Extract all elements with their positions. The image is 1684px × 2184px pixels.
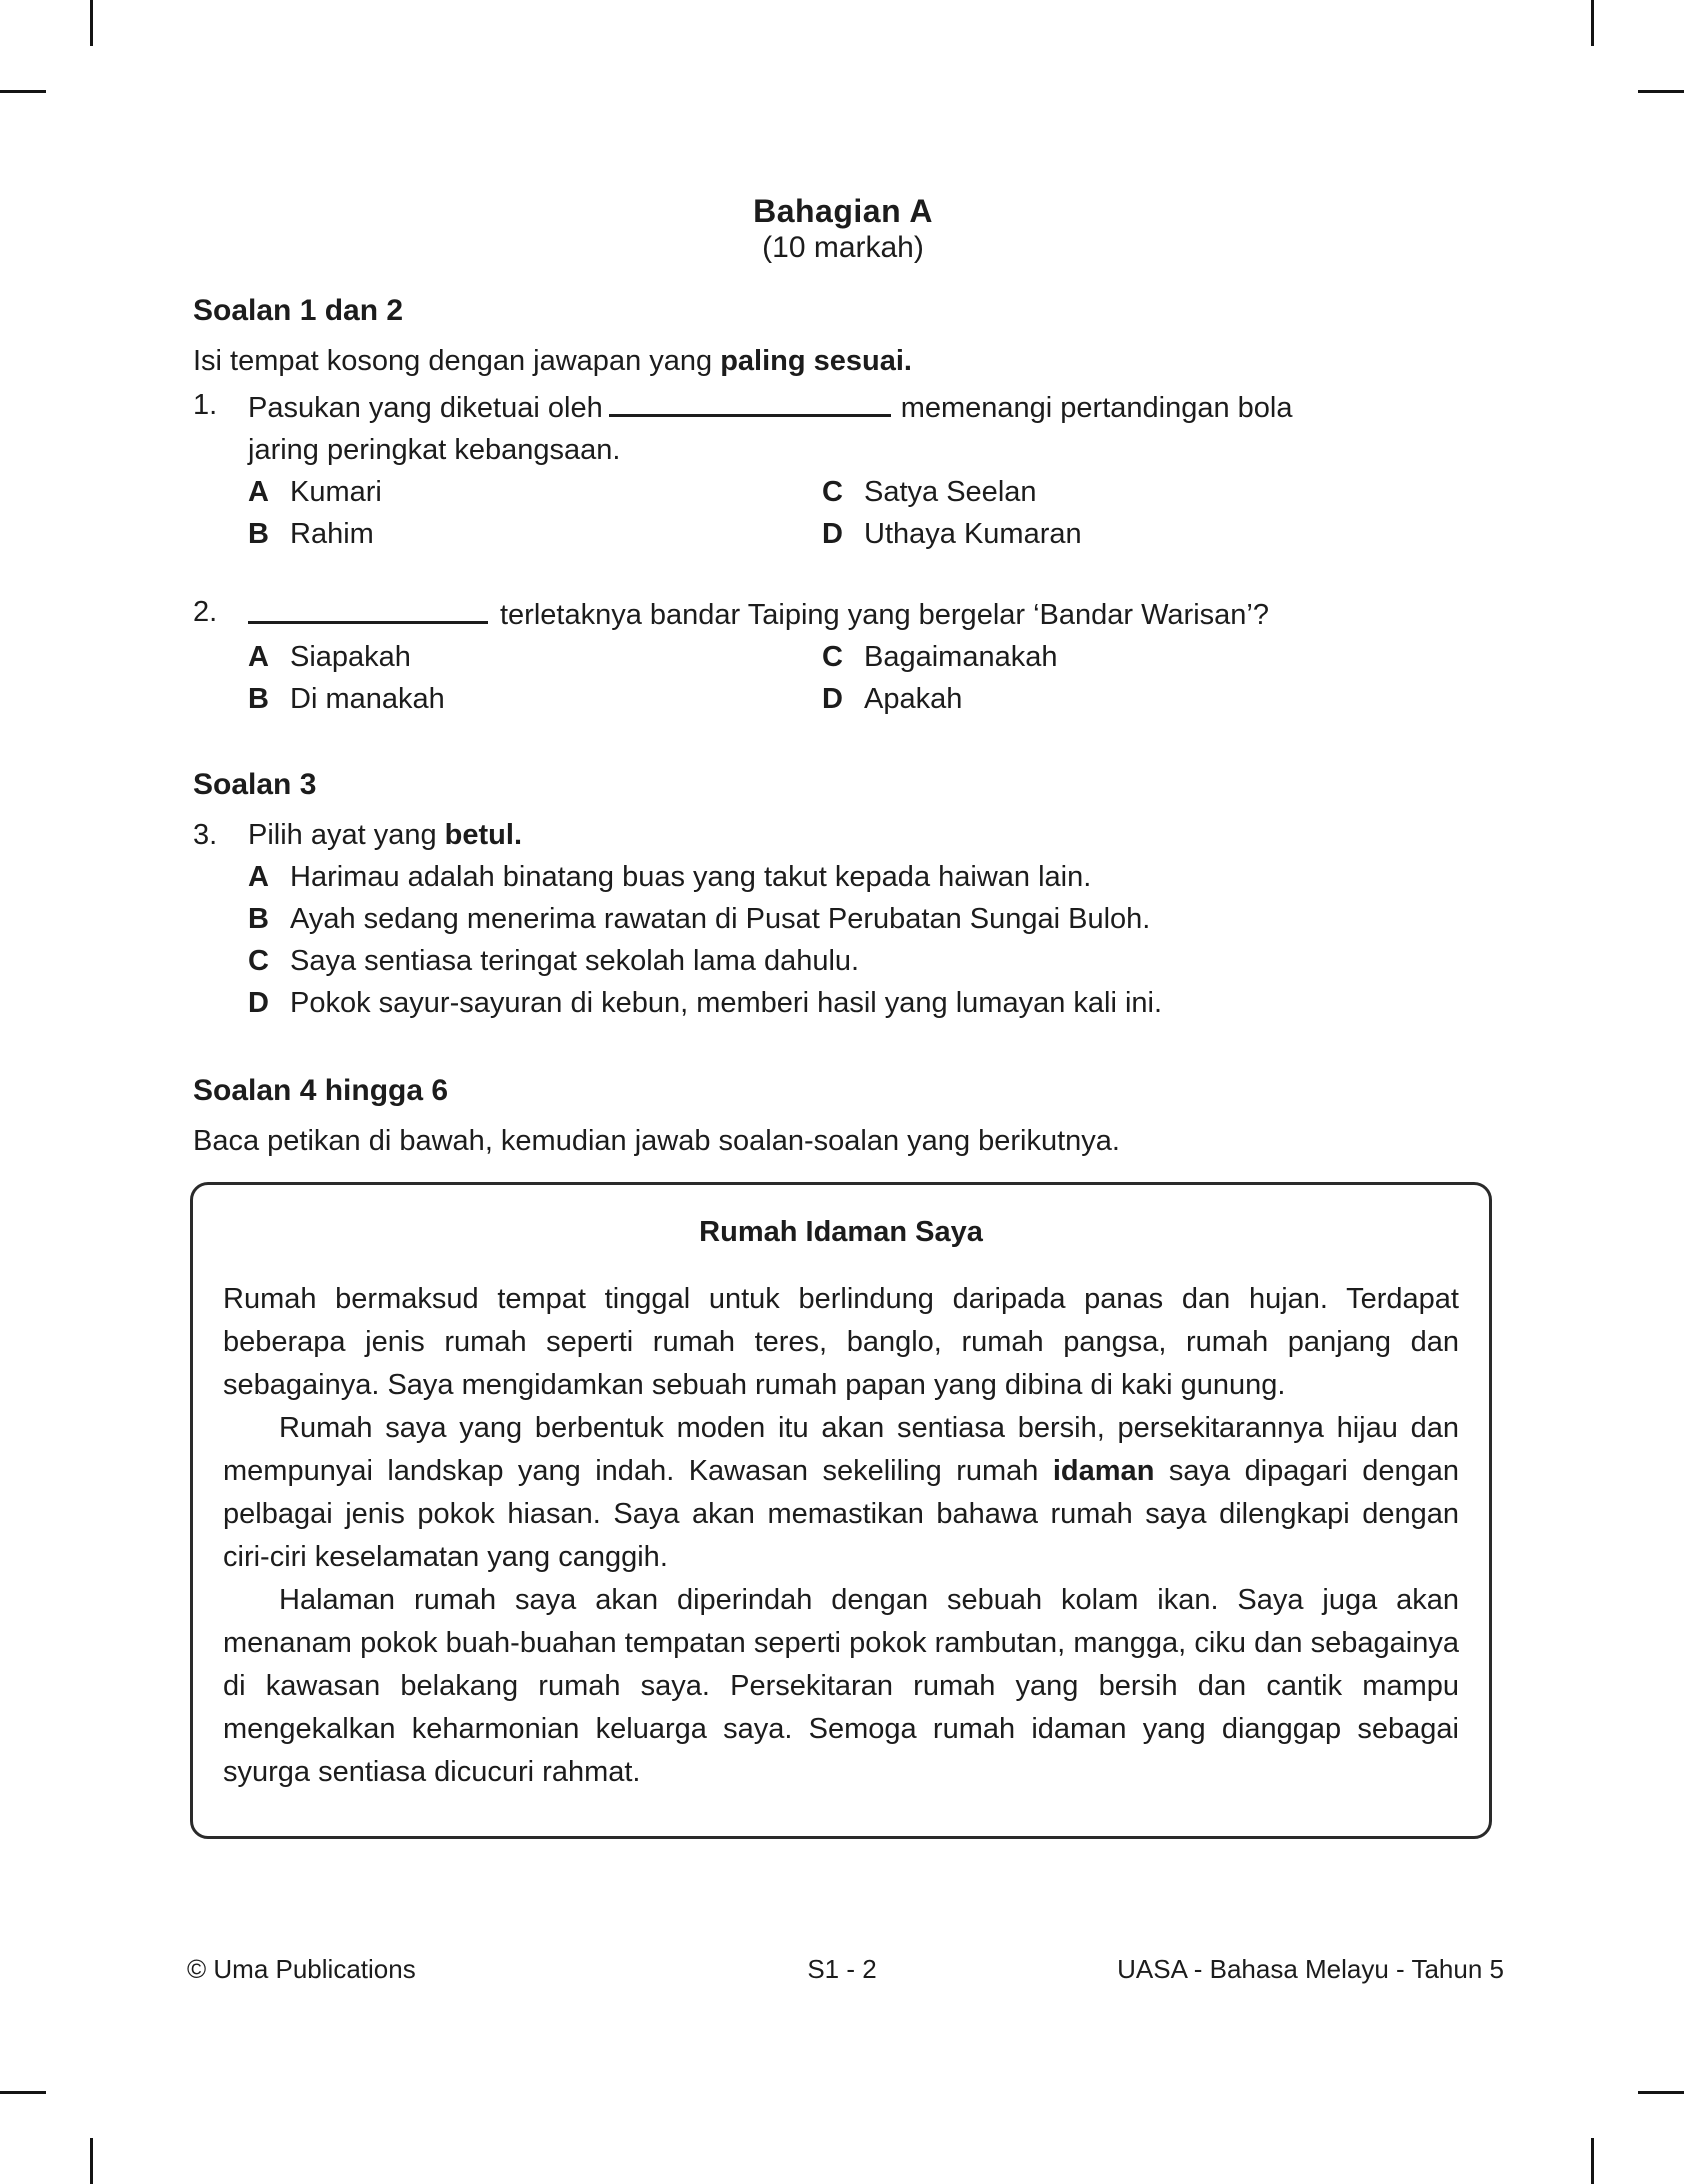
option-label: Pokok sayur-sayuran di kebun, memberi hasil yang lumayan kali ini. <box>290 987 1163 1019</box>
page-footer <box>0 1952 1684 1986</box>
option-letter: C <box>822 476 843 508</box>
option-row <box>248 940 1493 982</box>
crop-mark-top-right-horizontal <box>1638 90 1684 93</box>
question-1-text-after-blank: memenangi pertandingan bola <box>900 392 1293 424</box>
option-d <box>822 513 1493 555</box>
option-letter: A <box>248 641 269 673</box>
question-3-body <box>248 814 1493 1024</box>
option-a <box>248 636 822 678</box>
option-letter: C <box>822 641 843 673</box>
option-letter: D <box>248 987 269 1019</box>
option-label: Apakah <box>864 683 963 715</box>
option-row <box>248 636 1493 678</box>
option-row <box>248 678 1493 720</box>
crop-mark-bottom-right-vertical <box>1591 2138 1594 2184</box>
option-label: Siapakah <box>290 641 411 673</box>
question-1-text-before-blank: Pasukan yang diketuai oleh <box>248 392 603 424</box>
option-label: Harimau adalah binatang buas yang takut kepada haiwan lain. <box>290 861 1092 893</box>
option-c <box>248 940 1493 982</box>
passage-title: Rumah Idaman Saya <box>699 1216 983 1248</box>
option-label: Uthaya Kumaran <box>864 518 1082 550</box>
crop-mark-bottom-left-horizontal <box>0 2091 46 2094</box>
soalan-4-6-block <box>193 1072 1493 1839</box>
footer-publisher: © Uma Publications <box>187 1954 416 1984</box>
option-c <box>822 636 1493 678</box>
instruction-bold-text: paling sesuai. <box>720 345 912 377</box>
soalan-3-heading: Soalan 3 <box>193 768 317 801</box>
page-content <box>193 192 1493 1839</box>
passage-paragraph-3: Halaman rumah saya akan diperindah dengan sebuah kolam ikan. Saya juga akan menanam pokok buah-buahan tempatan seperti pokok rambutan, mangga, ciku dan sebagainya di kawasan belakang rumah saya. Persekitaran rumah yang bersih dan cantik mampu mengekalkan keharmonian keluarga saya. Semoga rumah idaman yang dianggap sebagai syurga sentiasa dicucuri rahmat. <box>223 1584 1459 1788</box>
option-letter: D <box>822 518 843 550</box>
option-row <box>248 513 1493 555</box>
question-3-text: Pilih ayat yang <box>248 819 445 851</box>
soalan-3-block <box>193 766 1493 1024</box>
question-2-body <box>248 591 1493 720</box>
question-2 <box>193 591 1493 720</box>
footer-exam-title: UASA - Bahasa Melayu - Tahun 5 <box>1117 1954 1504 1984</box>
option-label: Rahim <box>290 518 374 550</box>
option-row <box>248 471 1493 513</box>
option-a <box>248 471 822 513</box>
passage-paragraph-1: Rumah bermaksud tempat tinggal untuk berlindung daripada panas dan hujan. Terdapat beberapa jenis rumah seperti rumah teres, banglo, rumah pangsa, rumah panjang dan sebagainya. Saya mengidamkan sebuah rumah papan yang dibina di kaki gunung. <box>223 1283 1459 1401</box>
crop-mark-top-left-horizontal <box>0 90 46 93</box>
option-letter: B <box>248 683 269 715</box>
option-d <box>822 678 1493 720</box>
option-letter: B <box>248 518 269 550</box>
option-label: Bagaimanakah <box>864 641 1058 673</box>
option-b <box>248 513 822 555</box>
soalan-1-2-heading: Soalan 1 dan 2 <box>193 294 404 327</box>
question-2-number: 2. <box>193 596 218 628</box>
soalan-1-2-instruction <box>193 340 1493 382</box>
option-c <box>822 471 1493 513</box>
option-b <box>248 898 1493 940</box>
option-row <box>248 898 1493 940</box>
section-marks: (10 markah) <box>762 231 924 264</box>
section-title: Bahagian A <box>753 193 933 229</box>
passage-box <box>190 1182 1492 1839</box>
passage-paragraph-2-text-after: saya dipagari dengan pelbagai jenis pokok hiasan. Saya akan memastikan bahawa rumah saya dilengkapi dengan ciri-ciri keselamatan yang canggih. <box>223 1455 1459 1573</box>
passage-paragraph-2-bold-text: idaman <box>1052 1455 1155 1487</box>
question-2-text-after-blank: terletaknya bandar Taiping yang bergelar ‘Bandar Warisan’? <box>500 599 1269 631</box>
option-label: Satya Seelan <box>864 476 1037 508</box>
passage-paragraph-2 <box>223 1407 1459 1579</box>
soalan-4-6-instruction: Baca petikan di bawah, kemudian jawab soalan-soalan yang berikutnya. <box>193 1125 1120 1157</box>
option-label: Di manakah <box>290 683 445 715</box>
question-1-line-2: jaring peringkat kebangsaan. <box>248 434 621 466</box>
answer-blank <box>609 384 891 417</box>
option-letter: A <box>248 861 269 893</box>
option-letter: C <box>248 945 269 977</box>
option-d <box>248 982 1493 1024</box>
option-label: Saya sentiasa teringat sekolah lama dahulu. <box>290 945 860 977</box>
question-3-number: 3. <box>193 819 218 851</box>
question-2-options <box>248 636 1493 720</box>
crop-mark-top-left-vertical <box>90 0 93 46</box>
question-1-options <box>248 471 1493 555</box>
option-letter: B <box>248 903 269 935</box>
option-letter: D <box>822 683 843 715</box>
crop-mark-bottom-right-horizontal <box>1638 2091 1684 2094</box>
question-1-body <box>248 384 1493 555</box>
question-3-bold-text: betul. <box>444 819 523 851</box>
option-label: Ayah sedang menerima rawatan di Pusat Perubatan Sungai Buloh. <box>290 903 1151 935</box>
question-1-line-1 <box>248 384 1493 429</box>
option-b <box>248 678 822 720</box>
question-3-line-1 <box>248 814 1493 856</box>
footer-page-code: S1 - 2 <box>807 1954 877 1984</box>
crop-mark-bottom-left-vertical <box>90 2138 93 2184</box>
option-a <box>248 856 1493 898</box>
crop-mark-top-right-vertical <box>1591 0 1594 46</box>
option-row <box>248 856 1493 898</box>
soalan-4-6-heading: Soalan 4 hingga 6 <box>193 1074 449 1107</box>
question-2-line-1 <box>248 591 1493 636</box>
instruction-text: Isi tempat kosong dengan jawapan yang <box>193 345 721 377</box>
question-1 <box>193 384 1493 555</box>
option-row <box>248 982 1493 1024</box>
option-letter: A <box>248 476 269 508</box>
answer-blank <box>248 591 488 624</box>
question-3-options <box>248 856 1493 1024</box>
soalan-1-2-block <box>193 292 1493 720</box>
option-label: Kumari <box>290 476 382 508</box>
question-3 <box>193 814 1493 1024</box>
passage-paragraph-2-text: Rumah saya yang berbentuk moden itu akan sentiasa bersih, persekitarannya hijau dan mempunyai landskap yang indah. Kawasan sekeliling rumah <box>223 1412 1459 1487</box>
question-1-number: 1. <box>193 389 218 421</box>
